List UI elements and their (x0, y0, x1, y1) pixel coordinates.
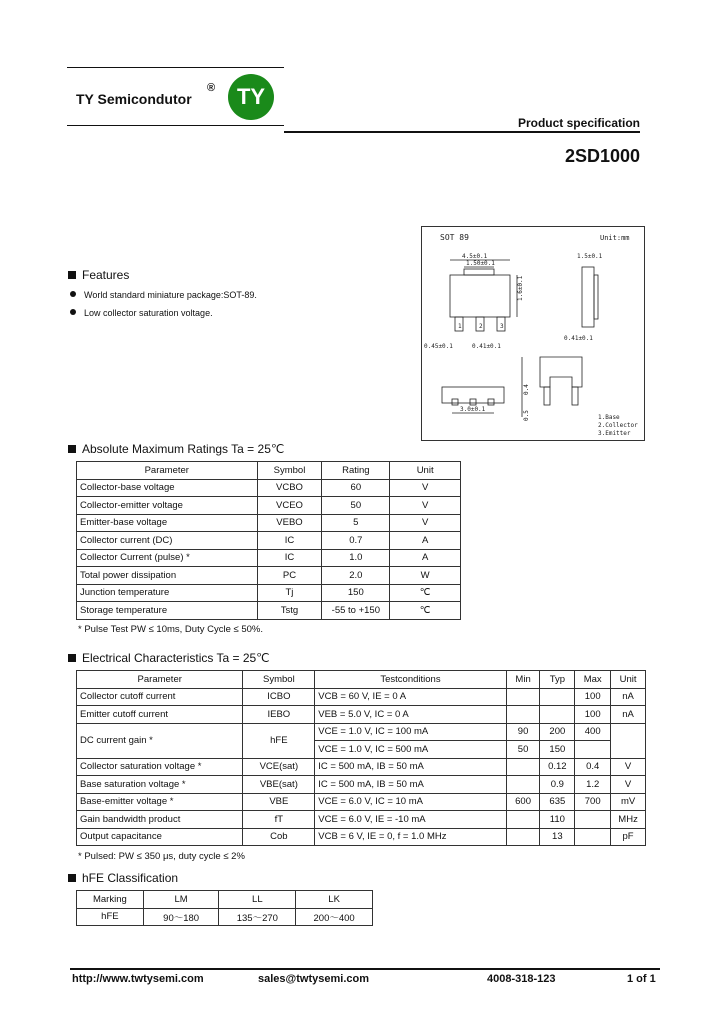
cell (575, 811, 611, 829)
col-header: Testconditions (315, 671, 506, 689)
cell (575, 741, 611, 759)
table-row (77, 706, 646, 724)
cell: 200 (540, 723, 575, 741)
square-bullet-icon (68, 271, 76, 279)
cell: 600 (506, 793, 540, 811)
header-top-rule (67, 67, 284, 68)
cell: VCE = 1.0 V, IC = 500 mA (315, 741, 506, 759)
table-header-row (77, 462, 461, 480)
cell: nA (611, 706, 646, 724)
cell: 100 (575, 706, 611, 724)
col-header: Min (506, 671, 540, 689)
table-header-row (77, 891, 373, 909)
abs-max-title: Absolute Maximum Ratings Ta = 25℃ (82, 442, 285, 456)
package-front-view (540, 357, 582, 387)
cell: IC = 500 mA, IB = 50 mA (315, 776, 506, 794)
cell: 700 (575, 793, 611, 811)
cell: VBE (243, 793, 315, 811)
cell: 0.9 (540, 776, 575, 794)
package-outline-diagram (422, 227, 644, 440)
cell: 400 (575, 723, 611, 741)
cell: W (390, 567, 461, 585)
table-row (77, 584, 461, 602)
pad (470, 399, 476, 405)
cell: 60 (322, 479, 390, 497)
cell: A (390, 549, 461, 567)
cell: hFE (77, 908, 144, 926)
dim-label: 4.5±0.1 (462, 253, 488, 260)
cell: 90～180 (143, 908, 219, 926)
dim-label: 0.41±0.1 (564, 335, 593, 342)
cell: VBE(sat) (243, 776, 315, 794)
col-header: Typ (540, 671, 575, 689)
cell: 50 (506, 741, 540, 759)
dim-label: 0.45±0.1 (424, 343, 453, 350)
feature-item (70, 308, 213, 318)
package-side-view (582, 267, 594, 327)
table-row (77, 532, 461, 550)
col-header: Symbol (257, 462, 322, 480)
hfe-table (76, 890, 373, 926)
feature-text: World standard miniature package:SOT-89. (84, 290, 257, 300)
footer-phone: 4008-318-123 (487, 973, 556, 985)
footer-url[interactable]: http://www.twtysemi.com (72, 973, 204, 985)
cell: V (611, 776, 646, 794)
table-row (77, 723, 646, 741)
cell: Junction temperature (77, 584, 258, 602)
pad (488, 399, 494, 405)
cell: V (390, 497, 461, 515)
cell: Tj (257, 584, 322, 602)
dim-label: 0.41±0.1 (472, 343, 501, 350)
cell: ℃ (390, 602, 461, 620)
cell: VCE = 6.0 V, IC = 10 mA (315, 793, 506, 811)
cell: VCB = 6 V, IE = 0, f = 1.0 MHz (315, 828, 506, 846)
cell: ICBO (243, 688, 315, 706)
table-row (77, 828, 646, 846)
col-header: Parameter (77, 671, 243, 689)
cell: VCEO (257, 497, 322, 515)
col-header: Unit (611, 671, 646, 689)
cell: 200～400 (296, 908, 373, 926)
col-header: Symbol (243, 671, 315, 689)
cell: nA (611, 688, 646, 706)
cell: Collector current (DC) (77, 532, 258, 550)
cell: Total power dissipation (77, 567, 258, 585)
cell: VCE(sat) (243, 758, 315, 776)
cell: fT (243, 811, 315, 829)
cell: VCE = 6.0 V, IE = -10 mA (315, 811, 506, 829)
cell: pF (611, 828, 646, 846)
table-header-row (77, 671, 646, 689)
cell (540, 706, 575, 724)
tab-outline (464, 269, 494, 275)
table-row (77, 688, 646, 706)
cell: LL (219, 891, 296, 909)
dim-label: 0.4 (523, 384, 530, 395)
cell: IC = 500 mA, IB = 50 mA (315, 758, 506, 776)
cell: ℃ (390, 584, 461, 602)
table-row (77, 567, 461, 585)
cell: 0.7 (322, 532, 390, 550)
elec-note: * Pulsed: PW ≤ 350 μs, duty cycle ≤ 2% (78, 851, 245, 862)
part-number: 2SD1000 (564, 146, 640, 166)
hfe-heading (68, 871, 178, 885)
table-row (77, 479, 461, 497)
lead-right (572, 387, 578, 405)
cell: 5 (322, 514, 390, 532)
package-drawing (421, 226, 645, 441)
table-row (77, 514, 461, 532)
table-row (77, 549, 461, 567)
tab-side (594, 275, 598, 319)
table-row (77, 793, 646, 811)
cell: V (611, 758, 646, 776)
company-logo: TY (228, 74, 274, 120)
elec-title: Electrical Characteristics Ta = 25℃ (82, 651, 270, 665)
bullet-icon (70, 291, 76, 297)
cell: 90 (506, 723, 540, 741)
dim-label: 0.5 (523, 410, 530, 421)
col-header: Rating (322, 462, 390, 480)
cell: hFE (243, 723, 315, 758)
cell: Emitter-base voltage (77, 514, 258, 532)
cell (506, 706, 540, 724)
cell: Tstg (257, 602, 322, 620)
elec-table (76, 670, 646, 846)
square-bullet-icon (68, 445, 76, 453)
cell: Gain bandwidth product (77, 811, 243, 829)
cell: IEBO (243, 706, 315, 724)
package-body-top-view (450, 275, 510, 317)
col-header: Max (575, 671, 611, 689)
dim-label: 1.50±0.1 (466, 260, 495, 267)
cell: IC (257, 549, 322, 567)
cell: Base saturation voltage * (77, 776, 243, 794)
footer-page: 1 of 1 (627, 973, 656, 985)
cell: Output capacitance (77, 828, 243, 846)
cell: LK (296, 891, 373, 909)
cell: 1.2 (575, 776, 611, 794)
pin-label: 1 (458, 323, 462, 330)
table-row (77, 908, 373, 926)
document-type: Product specification (517, 116, 640, 130)
footer-rule (70, 968, 660, 970)
square-bullet-icon (68, 874, 76, 882)
cell (506, 758, 540, 776)
cell (506, 688, 540, 706)
cell: A (390, 532, 461, 550)
cell (506, 828, 540, 846)
cell (506, 776, 540, 794)
cell: Collector cutoff current (77, 688, 243, 706)
table-row (77, 776, 646, 794)
feature-item (70, 290, 257, 300)
cell: 150 (540, 741, 575, 759)
cell: VEB = 5.0 V, IC = 0 A (315, 706, 506, 724)
cell (506, 811, 540, 829)
header-right-rule (284, 131, 640, 133)
cell: Collector Current (pulse) * (77, 549, 258, 567)
cell (540, 688, 575, 706)
elec-heading (68, 651, 270, 665)
cell: IC (257, 532, 322, 550)
feature-text: Low collector saturation voltage. (84, 308, 213, 318)
features-heading (68, 268, 129, 282)
dim-label: 1.6±0.1 (517, 275, 524, 301)
square-bullet-icon (68, 654, 76, 662)
abs-max-table (76, 461, 461, 620)
table-row (77, 602, 461, 620)
cell (611, 723, 646, 758)
cell: V (390, 479, 461, 497)
cell: VCB = 60 V, IE = 0 A (315, 688, 506, 706)
cell: Emitter cutoff current (77, 706, 243, 724)
legend-base: 1.Base (598, 414, 620, 421)
legend-emitter: 3.Emitter (598, 430, 631, 437)
cell (575, 828, 611, 846)
col-header: Unit (390, 462, 461, 480)
cell: 2.0 (322, 567, 390, 585)
cell: 635 (540, 793, 575, 811)
cell: Collector saturation voltage * (77, 758, 243, 776)
legend-collector: 2.Collector (598, 422, 638, 429)
hfe-title: hFE Classification (82, 871, 179, 885)
pad (452, 399, 458, 405)
cell: 0.12 (540, 758, 575, 776)
cell: Storage temperature (77, 602, 258, 620)
registered-mark: ® (207, 82, 216, 94)
dim-label: 3.0±0.1 (460, 406, 486, 413)
col-header: Parameter (77, 462, 258, 480)
dim-label: 1.5±0.1 (577, 253, 603, 260)
cell: 110 (540, 811, 575, 829)
cell: VCE = 1.0 V, IC = 100 mA (315, 723, 506, 741)
pin-label: 3 (500, 323, 504, 330)
cell: mV (611, 793, 646, 811)
cell: LM (143, 891, 219, 909)
table-row (77, 758, 646, 776)
bullet-icon (70, 309, 76, 315)
cell: Collector-emitter voltage (77, 497, 258, 515)
cell: Base-emitter voltage * (77, 793, 243, 811)
pin-label: 2 (479, 323, 483, 330)
header-mid-rule (67, 125, 284, 126)
cell: 50 (322, 497, 390, 515)
footer-email[interactable]: sales@twtysemi.com (258, 973, 369, 985)
company-name: TY Semicondutor (76, 91, 192, 107)
cell: VCBO (257, 479, 322, 497)
cell: Cob (243, 828, 315, 846)
abs-max-heading (68, 442, 284, 456)
table-row (77, 811, 646, 829)
cell: 135～270 (219, 908, 296, 926)
package-name: SOT 89 (440, 233, 469, 242)
cell: DC current gain * (77, 723, 243, 758)
cell: Marking (77, 891, 144, 909)
cell: Collector-base voltage (77, 479, 258, 497)
cell: V (390, 514, 461, 532)
cell: VEBO (257, 514, 322, 532)
cell: 100 (575, 688, 611, 706)
package-bottom-view (442, 387, 504, 403)
cell: MHz (611, 811, 646, 829)
features-title: Features (82, 268, 130, 282)
cell: 150 (322, 584, 390, 602)
cell: -55 to +150 (322, 602, 390, 620)
unit-label: Unit:mm (600, 234, 630, 242)
lead-left (544, 387, 550, 405)
cell: 0.4 (575, 758, 611, 776)
table-row (77, 497, 461, 515)
cell: 13 (540, 828, 575, 846)
abs-max-note: * Pulse Test PW ≤ 10ms, Duty Cycle ≤ 50%. (78, 624, 264, 635)
cell: PC (257, 567, 322, 585)
cell: 1.0 (322, 549, 390, 567)
